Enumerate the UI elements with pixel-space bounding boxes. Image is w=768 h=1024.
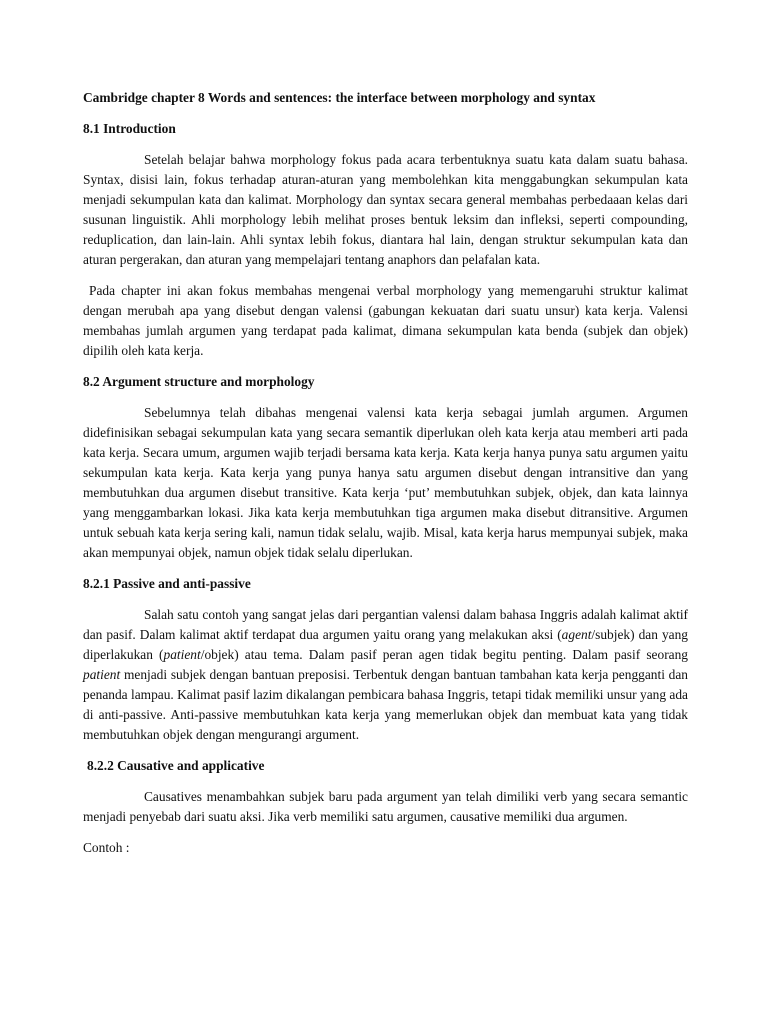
section-8-2-2-paragraph-1: Causatives menambahkan subjek baru pada argument yan telah dimiliki verb yang secara semantic menjadi penyebab dari suatu aksi. Jika verb memiliki satu argumen, causative memiliki dua argumen. [83, 789, 688, 824]
section-8-1-heading: 8.1 Introduction [83, 121, 176, 136]
text-run: Salah satu contoh yang sangat jelas dari pergantian valensi dalam bahasa Inggris adalah kalimat aktif dan pasif. Dalam kalimat aktif terdapat dua argumen yaitu orang yang melakukan aksi ( [83, 607, 688, 642]
text-run: /subjek) dan yang diperlakukan ( [83, 627, 688, 662]
italic-term-agent: agent [561, 627, 592, 642]
section-8-1-paragraph-1: Setelah belajar bahwa morphology fokus pada acara terbentuknya suatu kata dalam suatu bahasa. Syntax, disisi lain, fokus terhadap aturan-aturan yang membolehkan kita menggabungkan sekumpulan kata menjadi sekumpulan kata dan kalimat. Morphology dan syntax secara general membahas perbedaaan kelas dari susunan linguistik. Ahli morphology lebih melihat proses bentuk leksim dan infleksi, seperti compounding, reduplication, dan lain-lain. Ahli syntax lebih fokus, diantara hal lain, dengan struktur sekumpulan kata dan aturan pergerakan, dan aturan yang mempelajari tentang anaphors dan pelafalan kata. [83, 152, 688, 267]
text-run: /objek) atau tema. Dalam pasif peran agen tidak begitu penting. Dalam pasif seorang [200, 647, 688, 662]
example-label: Contoh : [83, 840, 130, 855]
section-8-2-1-heading: 8.2.1 Passive and anti-passive [83, 576, 251, 591]
italic-term-patient: patient [83, 667, 121, 682]
section-8-2-1-paragraph-1 [83, 605, 688, 745]
section-8-2-2-heading: 8.2.2 Causative and applicative [87, 758, 265, 773]
document-page [83, 88, 688, 869]
text-run: menjadi subjek dengan bantuan preposisi. Terbentuk dengan bantuan tambahan kata kerja pengganti dan penanda lampau. Kalimat pasif lazim dikalangan pembicara bahasa Inggris, tetapi tidak memiliki unsur yang ada di anti-passive. Anti-passive membutuhkan kata kerja yang memerlukan objek dan membuat kata yang tidak membutuhkan objek dengan mengurangi argument. [83, 667, 688, 742]
section-8-2-heading: 8.2 Argument structure and morphology [83, 374, 315, 389]
italic-term-patient: patient [163, 647, 201, 662]
section-8-2-paragraph-1: Sebelumnya telah dibahas mengenai valensi kata kerja sebagai jumlah argumen. Argumen didefinisikan sebagai sekumpulan kata yang secara semantik diperlukan oleh kata kerja atau memberi arti pada kata kerja. Secara umum, argumen wajib terjadi bersama kata kerja. Kata kerja hanya punya satu argumen yaitu sekumpulan kata kerja. Kata kerja yang punya hanya satu argumen disebut dengan intransitive dan yang membutuhkan dua argumen disebut transitive. Kata kerja ‘put’ membutuhkan subjek, objek, dan kata lainnya yang menggambarkan lokasi. Jika kata kerja membutuhkan tiga argumen maka disebut ditransitive. Argumen untuk sebuah kata kerja sering kali, namun tidak selalu, wajib. Misal, kata kerja harus mempunyai subjek, maka akan mempunyai objek, namun objek tidak selalu diperlukan. [83, 405, 688, 560]
section-8-1-paragraph-2: Pada chapter ini akan fokus membahas mengenai verbal morphology yang memengaruhi struktur kalimat dengan merubah apa yang disebut dengan valensi (gabungan kekuatan dari suatu unsur) kata kerja. Valensi membahas jumlah argumen yang terdapat pada kalimat, dimana sekumpulan kata benda (subjek dan objek) dipilih oleh kata kerja. [83, 283, 688, 358]
document-title: Cambridge chapter 8 Words and sentences: the interface between morphology and syntax [83, 90, 596, 105]
